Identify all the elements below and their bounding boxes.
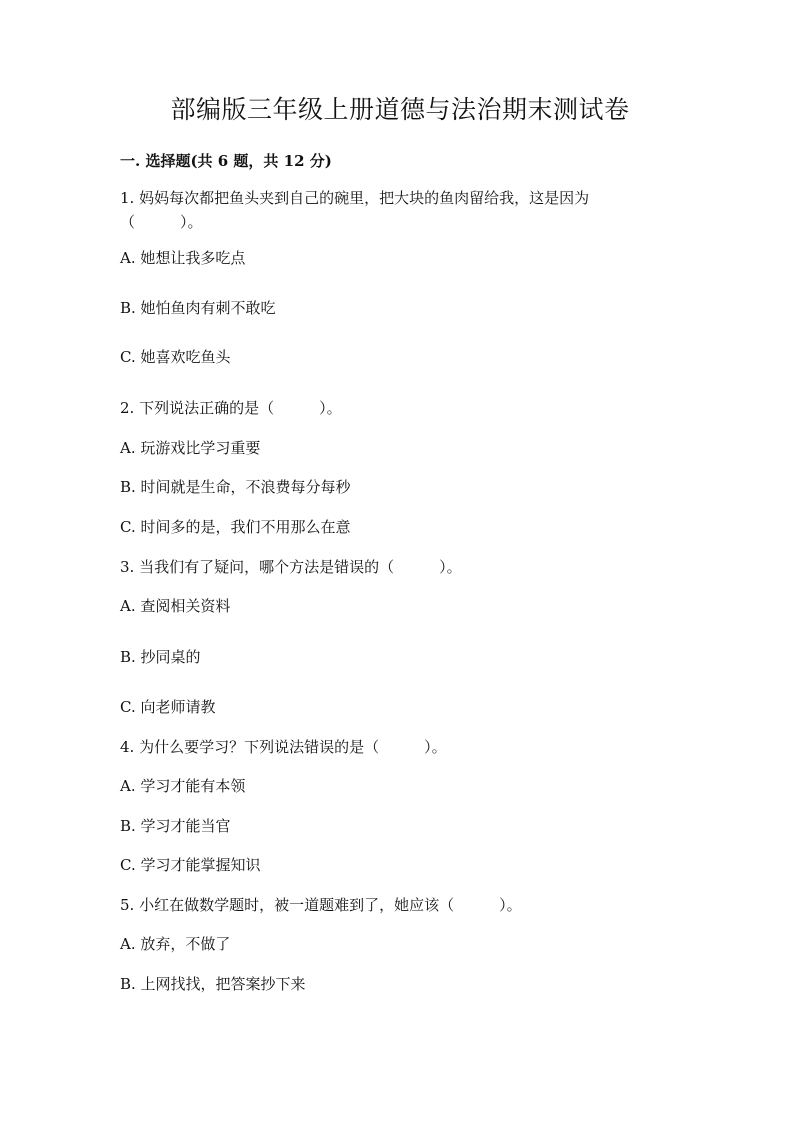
question-2-stem: 2. 下列说法正确的是（ ）。 — [120, 399, 342, 417]
section-heading: 一. 选择题(共 6 题，共 12 分) — [120, 152, 332, 170]
question-4-option-c: C. 学习才能掌握知识 — [120, 856, 261, 874]
question-1-option-a: A. 她想让我多吃点 — [120, 249, 246, 267]
question-3-option-b: B. 抄同桌的 — [120, 648, 201, 666]
question-3-option-a: A. 查阅相关资料 — [120, 597, 231, 615]
question-3-option-c: C. 向老师请教 — [120, 698, 216, 716]
question-2-option-a: A. 玩游戏比学习重要 — [120, 439, 261, 457]
page-title: 部编版三年级上册道德与法治期末测试卷 — [170, 95, 630, 124]
question-1-option-c: C. 她喜欢吃鱼头 — [120, 348, 231, 366]
question-4-option-b: B. 学习才能当官 — [120, 817, 231, 835]
question-3-stem: 3. 当我们有了疑问，哪个方法是错误的（ ）。 — [120, 558, 462, 576]
question-1-option-b: B. 她怕鱼肉有刺不敢吃 — [120, 299, 276, 317]
question-5-option-a: A. 放弃，不做了 — [120, 935, 231, 953]
question-2-option-c: C. 时间多的是，我们不用那么在意 — [120, 518, 351, 536]
question-5-option-b: B. 上网找找，把答案抄下来 — [120, 975, 306, 993]
question-5-stem: 5. 小红在做数学题时，被一道题难到了，她应该（ ）。 — [120, 896, 522, 914]
question-2-option-b: B. 时间就是生命，不浪费每分每秒 — [120, 478, 351, 496]
question-1-stem: 1. 妈妈每次都把鱼头夹到自己的碗里，把大块的鱼肉留给我，这是因为（ ）。 — [120, 189, 590, 231]
question-4-option-a: A. 学习才能有本领 — [120, 777, 246, 795]
question-4-stem: 4. 为什么要学习？下列说法错误的是（ ）。 — [120, 738, 447, 756]
